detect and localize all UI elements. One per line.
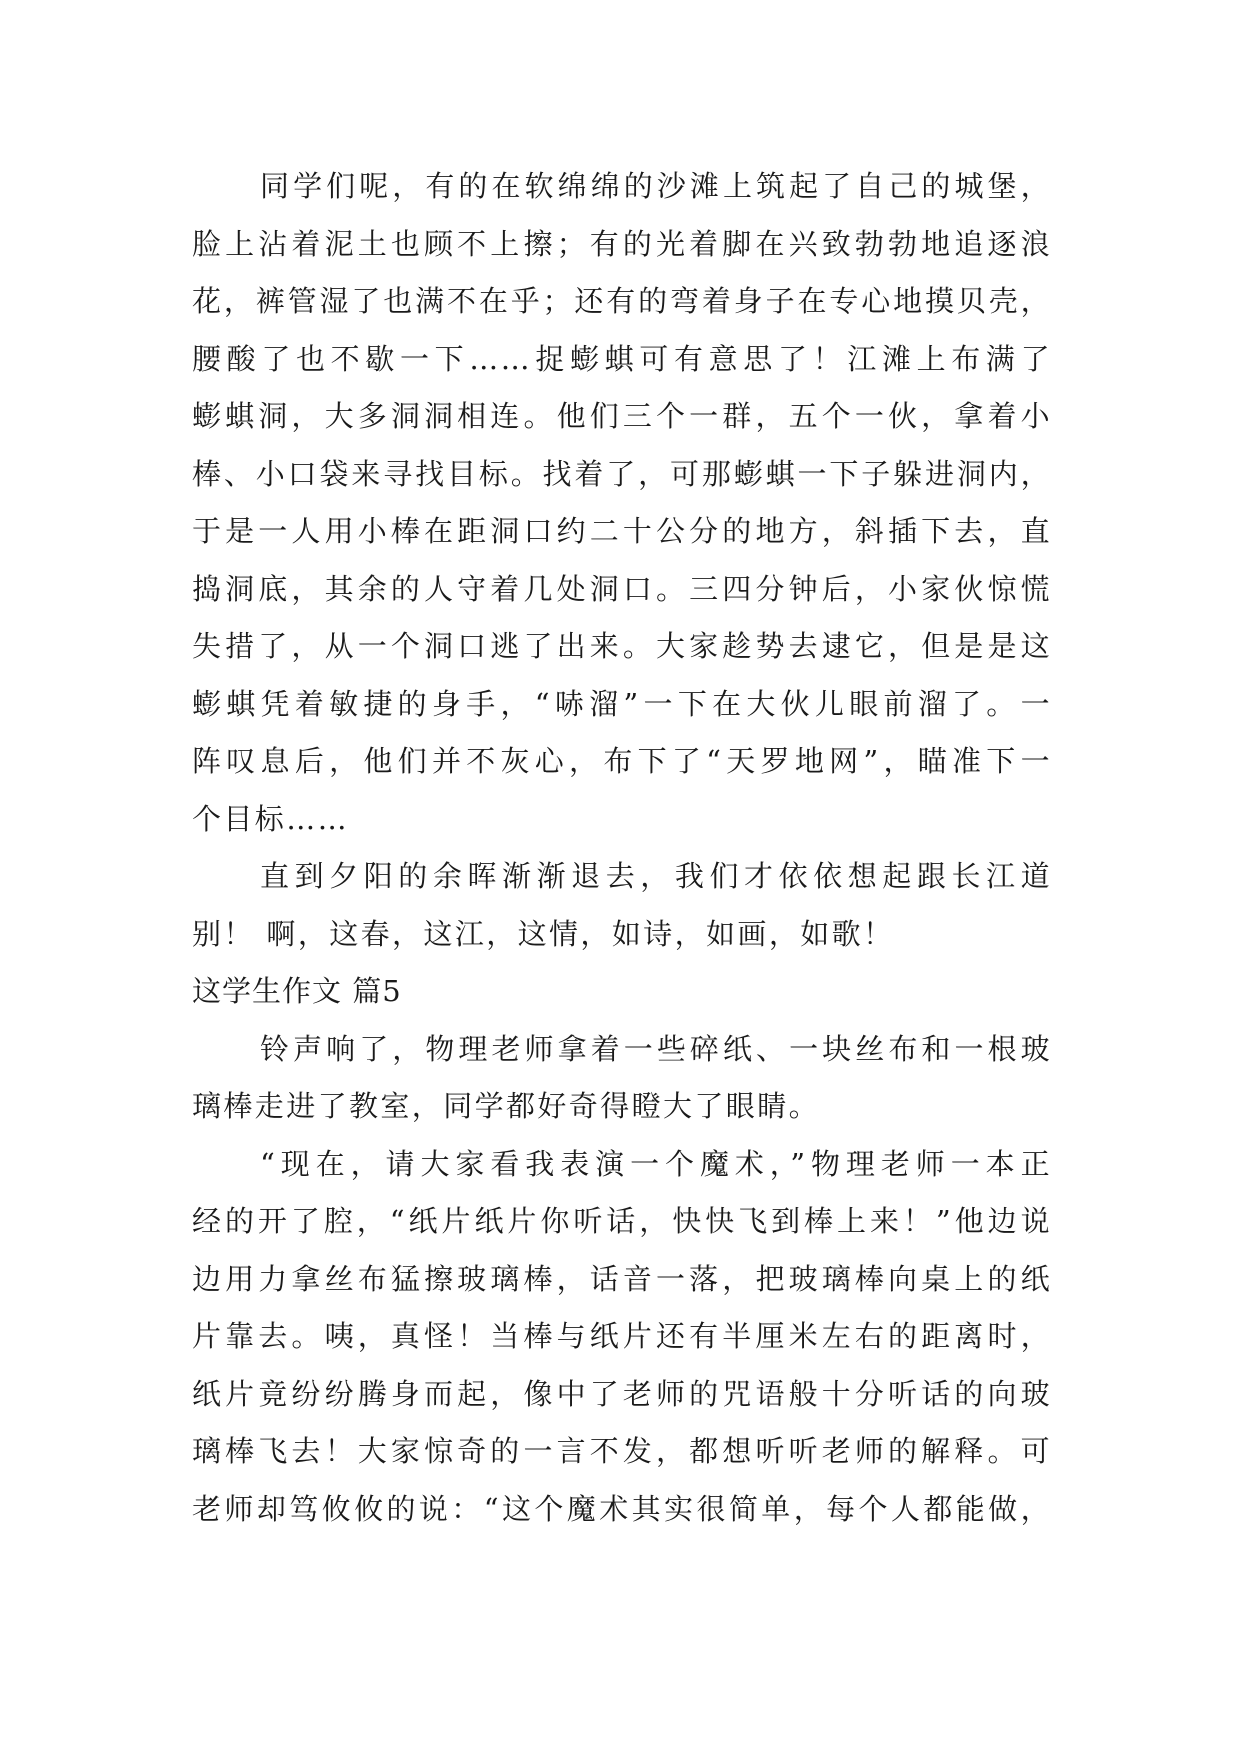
paragraph-line: 老师却笃攸攸的说：“这个魔术其实很简单，每个人都能做， bbox=[192, 1491, 1052, 1526]
paragraph-line: 边用力拿丝布猛擦玻璃棒，话音一落，把玻璃棒向桌上的纸 bbox=[192, 1261, 1052, 1296]
paragraph-line: 铃声响了，物理老师拿着一些碎纸、一块丝布和一根玻 bbox=[260, 1031, 1052, 1066]
paragraph-line: 捣洞底，其余的人守着几处洞口。三四分钟后，小家伙惊慌 bbox=[192, 571, 1052, 606]
paragraph-line: 纸片竟纷纷腾身而起，像中了老师的咒语般十分听话的向玻 bbox=[192, 1376, 1052, 1411]
section-heading: 这学生作文 篇5 bbox=[192, 974, 402, 1008]
paragraph-line: 于是一人用小棒在距洞口约二十公分的地方，斜插下去，直 bbox=[192, 514, 1052, 548]
paragraph-line: 别！ 啊，这春，这江，这情，如诗，如画，如歌！ bbox=[192, 916, 895, 951]
paragraph-line: “现在，请大家看我表演一个魔术，”物理老师一本正 bbox=[260, 1146, 1052, 1181]
paragraph-line: 经的开了腔，“纸片纸片你听话，快快飞到棒上来！”他边说 bbox=[192, 1204, 1052, 1238]
paragraph-line: 棒、小口袋来寻找目标。找着了，可那蟛蜞一下子躲进洞内， bbox=[192, 456, 1052, 491]
paragraph-line: 同学们呢，有的在软绵绵的沙滩上筑起了自己的城堡， bbox=[260, 169, 1052, 203]
paragraph-line: 璃棒走进了教室，同学都好奇得瞪大了眼睛。 bbox=[192, 1089, 821, 1123]
paragraph-line: 脸上沾着泥土也顾不上擦；有的光着脚在兴致勃勃地追逐浪 bbox=[192, 226, 1052, 261]
paragraph-line: 个目标…… bbox=[192, 801, 350, 836]
paragraph-line: 阵叹息后，他们并不灰心，布下了“天罗地网”，瞄准下一 bbox=[192, 744, 1052, 778]
paragraph-line: 蟛蜞凭着敏捷的身手，“哧溜”一下在大伙儿眼前溜了。一 bbox=[192, 686, 1052, 721]
paragraph-line: 片靠去。咦，真怪！当棒与纸片还有半厘米左右的距离时， bbox=[192, 1319, 1052, 1353]
paragraph-line: 璃棒飞去！大家惊奇的一言不发，都想听听老师的解释。可 bbox=[192, 1434, 1052, 1468]
paragraph-line: 蟛蜞洞，大多洞洞相连。他们三个一群，五个一伙，拿着小 bbox=[192, 399, 1052, 433]
paragraph-line: 腰酸了也不歇一下……捉蟛蜞可有意思了！江滩上布满了 bbox=[192, 341, 1052, 376]
paragraph-line: 直到夕阳的余晖渐渐退去，我们才依依想起跟长江道 bbox=[260, 859, 1052, 893]
document-body bbox=[192, 158, 1052, 1538]
paragraph-line: 失措了，从一个洞口逃了出来。大家趁势去逮它，但是是这 bbox=[192, 629, 1052, 663]
paragraph-line: 花，裤管湿了也满不在乎；还有的弯着身子在专心地摸贝壳， bbox=[192, 284, 1052, 318]
